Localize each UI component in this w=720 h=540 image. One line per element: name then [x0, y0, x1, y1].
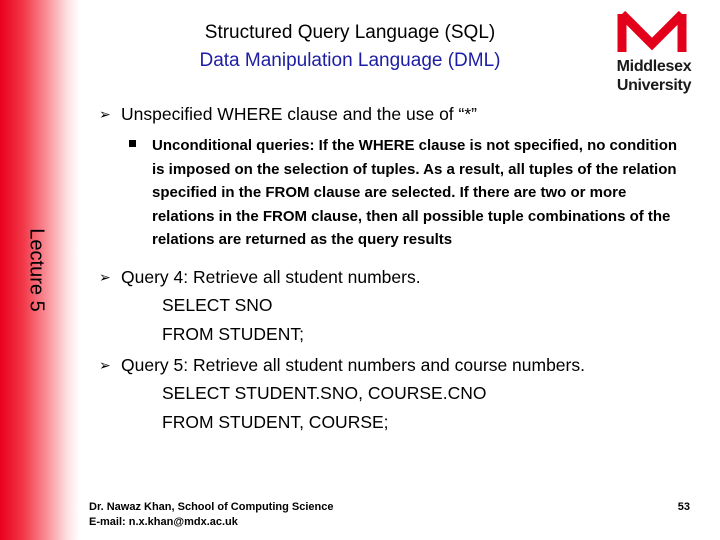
slide-subtitle: Data Manipulation Language (DML)	[199, 50, 501, 71]
bullet-query-4	[99, 265, 421, 289]
sub-bullet-unconditional	[129, 134, 689, 252]
query-5-label: Query 5: Retrieve all student numbers and course numbers.	[121, 355, 585, 375]
logo-line-1: Middlesex	[616, 58, 692, 75]
arrow-bullet-icon: ➢	[99, 106, 111, 122]
footer-email-line: E-mail: n.x.khan@mdx.ac.uk	[89, 516, 238, 528]
bullet-where-text: Unspecified WHERE clause and the use of “*”	[121, 104, 477, 124]
arrow-bullet-icon: ➢	[99, 357, 111, 373]
query-5-code-line-2: FROM STUDENT, COURSE;	[162, 412, 389, 432]
query-4-code-line-2: FROM STUDENT;	[162, 324, 304, 344]
square-bullet-icon	[129, 140, 136, 147]
slide-title: Structured Query Language (SQL)	[204, 22, 496, 43]
bullet-query-5	[99, 353, 585, 377]
logo-wordmark	[613, 57, 695, 95]
bullet-where-clause	[99, 102, 477, 126]
page-number: 53	[677, 501, 690, 513]
logo-line-2: University	[616, 77, 692, 94]
footer-author	[89, 500, 333, 530]
sub-bullet-text: Unconditional queries: If the WHERE clause is not specified, no condition is imposed on the selection of tuples. As a result, all tuples of the relation specified in the FROM clause are selected. If there are two or more relations in the FROM clause, then all possible tuple combinations of the relations are returned as the query results	[152, 137, 678, 248]
query-4-label: Query 4: Retrieve all student numbers.	[121, 267, 421, 287]
query-4-code-line-1: SELECT SNO	[162, 295, 273, 315]
arrow-bullet-icon: ➢	[99, 269, 111, 285]
footer-author-line: Dr. Nawaz Khan, School of Computing Science	[89, 501, 334, 513]
lecture-side-label	[16, 215, 56, 325]
lecture-label-text: Lecture 5	[25, 228, 48, 312]
query-5-code-line-1: SELECT STUDENT.SNO, COURSE.CNO	[162, 383, 487, 403]
